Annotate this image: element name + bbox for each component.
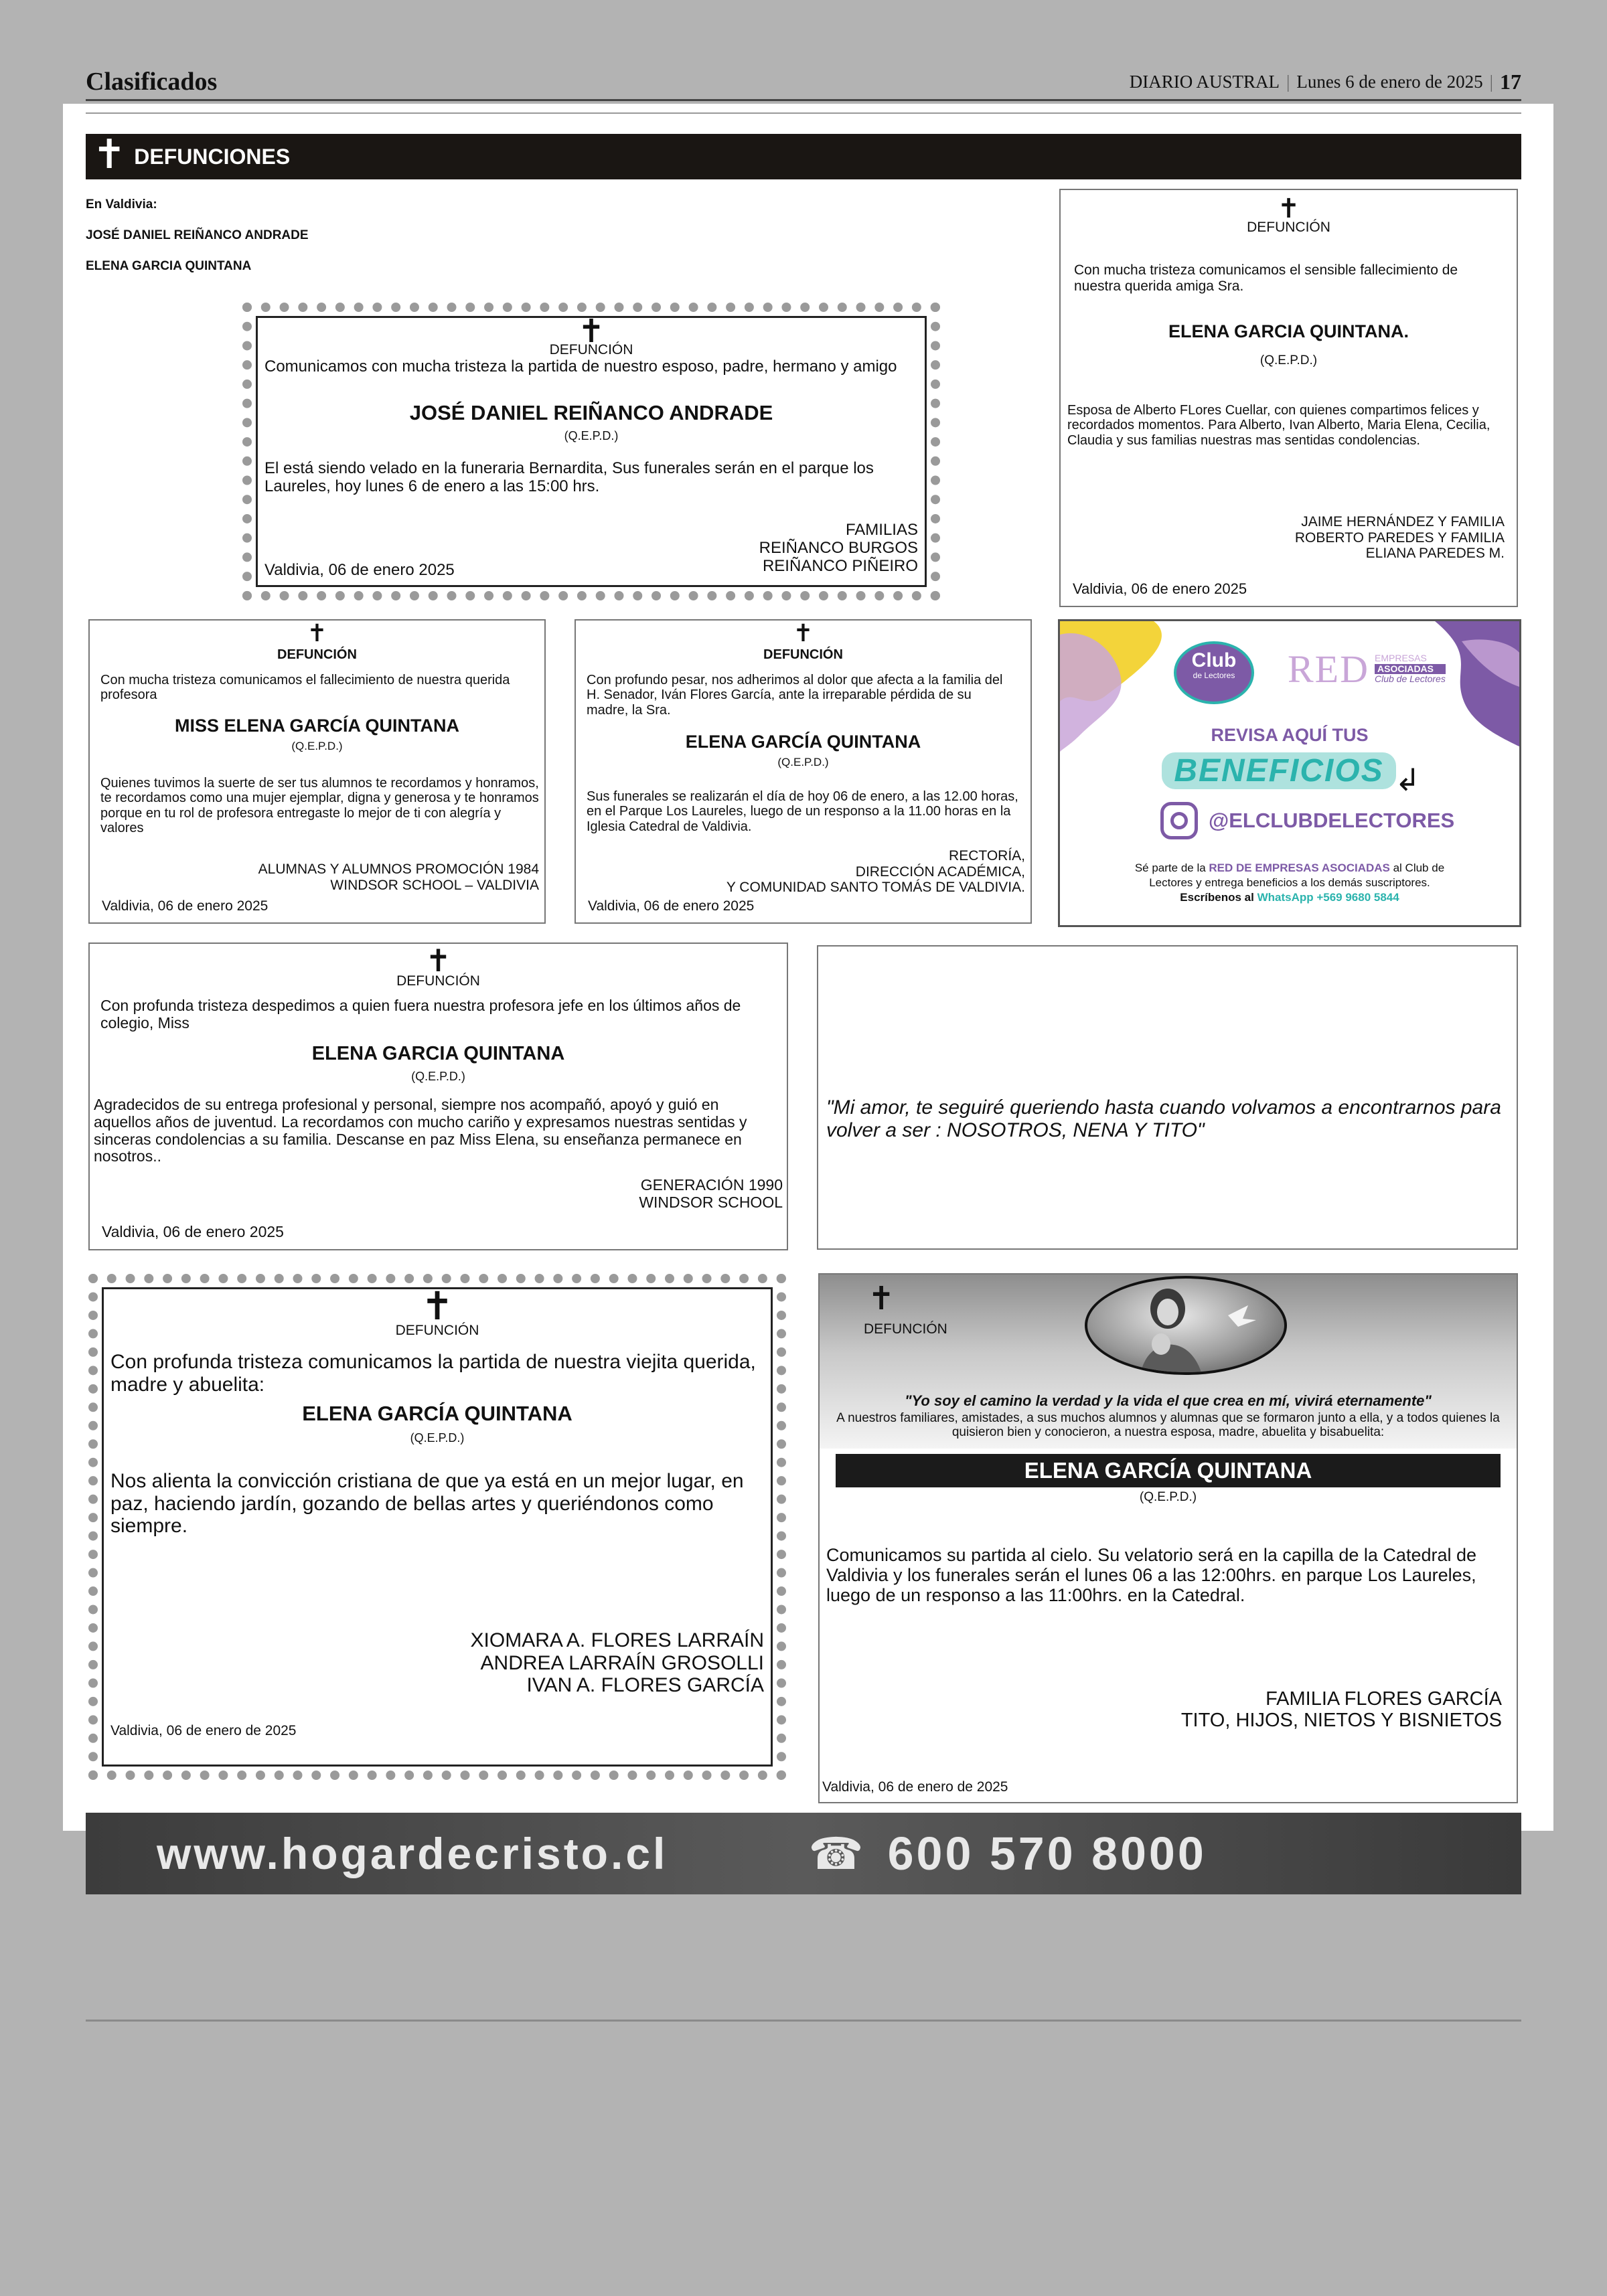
promo-line-1 xyxy=(1060,861,1519,876)
deceased-name: ELENA GARCÍA QUINTANA xyxy=(685,732,921,752)
notice-footer: Valdivia, 06 de enero 2025 xyxy=(588,898,755,914)
signature-line: WINDSOR SCHOOL – VALDIVIA xyxy=(330,877,539,893)
promo-line-1c: al Club de xyxy=(1389,862,1445,874)
signature-line: DIRECCIÓN ACADÉMICA, xyxy=(855,864,1025,880)
virgin-mary-image xyxy=(1085,1276,1287,1375)
red-logo xyxy=(1288,647,1446,691)
notice-heading: DEFUNCIÓN xyxy=(864,1321,947,1337)
notice-footer: Valdivia, 06 de enero de 2025 xyxy=(822,1779,1008,1795)
notice-intro: Con profundo pesar, nos adherimos al dolor que afecta a la familia del H. Senador, Iván Flores García, ante la irreparable pérdida de su madre, la Sra. xyxy=(587,673,1003,718)
instagram-handle: @ELCLUBDELECTORES xyxy=(1209,809,1455,832)
signature-line: XIOMARA A. FLORES LARRAÍN xyxy=(470,1629,764,1651)
header-rule xyxy=(86,99,1521,101)
cross-icon: ✝ xyxy=(1277,193,1300,224)
cross-icon: ✝ xyxy=(793,620,814,647)
phone-icon: ☎ xyxy=(808,1827,864,1880)
promo-line-3 xyxy=(1060,890,1519,905)
signature-line: IVAN A. FLORES GARCÍA xyxy=(526,1674,764,1697)
signature-line: REIÑANCO PIÑEIRO xyxy=(762,556,918,575)
signature-line: FAMILIAS xyxy=(845,521,918,539)
qepd: (Q.E.P.D.) xyxy=(1259,353,1318,367)
notice-heading: DEFUNCIÓN xyxy=(395,1323,479,1338)
section-title: Clasificados xyxy=(86,68,218,96)
death-index xyxy=(86,189,309,282)
signatures xyxy=(471,1629,764,1697)
madonna-icon xyxy=(1087,1279,1284,1372)
quote-text: "Mi amor, te seguiré queriendo hasta cuando volvamos a encontrarnos para volver a ser : NOSOTROS, NENA Y TITO" xyxy=(826,1096,1501,1141)
whatsapp-contact[interactable]: WhatsApp +569 9680 5844 xyxy=(1257,891,1399,904)
promo-line-2: Lectores y entrega beneficios a los demás suscriptores. xyxy=(1149,876,1430,890)
club-lectores-promo[interactable] xyxy=(1058,619,1521,927)
red-subtitle xyxy=(1375,653,1446,684)
bottom-rule xyxy=(86,2020,1521,2022)
notice-intro: Con profunda tristeza comunicamos la partida de nuestra viejita querida, madre y abuelita: xyxy=(110,1351,756,1396)
notice-heading: DEFUNCIÓN xyxy=(396,973,480,989)
qepd: (Q.E.P.D.) xyxy=(777,756,829,768)
notice-body: Quienes tuvimos la suerte de ser tus alumnos te recordamos y honramos, te recordamos como una mujer ejemplar, digna y generosa y te honramos porque en tu rol de profesora entregaste lo mejor de ti con alegría y valores xyxy=(100,776,539,836)
notice-intro: Con mucha tristeza comunicamos el sensible fallecimiento de nuestra querida amiga Sra. xyxy=(1074,262,1458,294)
banner-title: DEFUNCIONES xyxy=(134,144,291,169)
notice-body: Esposa de Alberto FLores Cuellar, con quienes compartimos felices y recordados momentos. Para Alberto, Ivan Alberto, Maria Elena, Cecilia, Claudia y sus familias nuestras mas sentidas condolencias. xyxy=(1067,403,1490,448)
signature-line: ELIANA PAREDES M. xyxy=(1365,546,1505,562)
bible-verse: "Yo soy el camino la verdad y la vida el que crea en mí, vivirá eternamente" xyxy=(905,1392,1432,1409)
qepd: (Q.E.P.D.) xyxy=(1139,1490,1197,1504)
index-place: En Valdivia: xyxy=(86,197,157,212)
page-number: 17 xyxy=(1500,70,1521,94)
website-url[interactable]: www.hogardecristo.cl xyxy=(157,1829,668,1878)
defunciones-banner xyxy=(86,131,1521,179)
paper-name: DIARIO AUSTRAL xyxy=(1129,72,1280,92)
instagram-row[interactable] xyxy=(1160,802,1454,839)
header-date: Lunes 6 de enero de 2025 xyxy=(1296,72,1483,92)
notice-intro: Comunicamos con mucha tristeza la partida de nuestro esposo, padre, hermano y amigo xyxy=(264,357,897,376)
qepd: (Q.E.P.D.) xyxy=(410,1431,465,1445)
deceased-name: MISS ELENA GARCÍA QUINTANA xyxy=(175,716,459,736)
notice-intro: A nuestros familiares, amistades, a sus muchos alumnos y alumnas que se formaron junto a ella, y a todos quienes la quisieron bien y conocieron, a nuestra esposa, madre, abuelita y bisabuelita: xyxy=(836,1411,1500,1440)
notice-familia-flores xyxy=(818,1273,1518,1803)
deceased-name: JOSÉ DANIEL REIÑANCO ANDRADE xyxy=(409,401,773,424)
club-label: Club xyxy=(1191,649,1237,671)
signature-line: RECTORÍA, xyxy=(949,848,1025,864)
signature-line: Y COMUNIDAD SANTO TOMÁS DE VALDIVIA. xyxy=(726,880,1025,896)
signatures xyxy=(1181,1688,1502,1732)
notice-heading: DEFUNCIÓN xyxy=(1247,220,1330,235)
notice-flores-larrain xyxy=(88,1274,786,1780)
signature-line: GENERACIÓN 1990 xyxy=(640,1176,783,1194)
notice-santo-tomas xyxy=(575,619,1032,924)
deceased-name: ELENA GARCIA QUINTANA xyxy=(311,1043,565,1064)
cross-icon: ✝ xyxy=(577,313,605,350)
notice-body: Agradecidos de su entrega profesional y personal, siempre nos acompañó, apoyó y guió en aquellos años de juventud. La recordamos con mucho cariño y expresamos nuestras sentidas y sinceras condolencias a su familia. Descanse en paz Miss Elena, su enseñanza permanece en nosotros.. xyxy=(94,1096,747,1165)
notice-amigos xyxy=(1059,189,1518,607)
deceased-name: ELENA GARCÍA QUINTANA xyxy=(302,1402,572,1425)
red-sub2: ASOCIADAS xyxy=(1375,664,1446,674)
cross-icon: ✝ xyxy=(868,1280,895,1317)
promo-footer xyxy=(1060,861,1519,905)
revisa-text: REVISA AQUÍ TUS xyxy=(1211,725,1369,745)
qepd: (Q.E.P.D.) xyxy=(291,740,343,752)
signature-line: ANDREA LARRAÍN GROSOLLI xyxy=(480,1651,764,1674)
cross-icon: ✝ xyxy=(92,131,127,178)
notice-footer: Valdivia, 06 de enero 2025 xyxy=(264,561,455,579)
signatures xyxy=(1295,514,1505,562)
signature-line: WINDSOR SCHOOL xyxy=(639,1193,783,1211)
notice-generacion-1990 xyxy=(88,942,788,1250)
quote-box xyxy=(817,945,1518,1250)
notice-footer: Valdivia, 06 de enero 2025 xyxy=(102,1223,284,1240)
phone-number[interactable]: 600 570 8000 xyxy=(887,1827,1207,1880)
signature-line: JAIME HERNÁNDEZ Y FAMILIA xyxy=(1301,514,1505,529)
index-name: ELENA GARCIA QUINTANA xyxy=(86,259,252,273)
header-info: DIARIO AUSTRAL | Lunes 6 de enero de 2025 | 17 xyxy=(1129,70,1521,94)
notice-body: Sus funerales se realizarán el día de hoy 06 de enero, a las 12.00 horas, en el Parque Los Laureles, luego de un responso a la 11.00 horas en la Iglesia Catedral de Valdivia. xyxy=(587,789,1018,834)
notice-intro: Con mucha tristeza comunicamos el fallecimiento de nuestra querida profesora xyxy=(100,673,510,703)
index-name: JOSÉ DANIEL REIÑANCO ANDRADE xyxy=(86,228,309,242)
cross-icon: ✝ xyxy=(307,620,327,647)
signature-line: ROBERTO PAREDES Y FAMILIA xyxy=(1294,529,1505,546)
notice-body: Nos alienta la convicción cristiana de que ya está en un mejor lugar, en paz, haciendo jardín, gozando de bellas artes y queriéndonos como siempre. xyxy=(110,1470,744,1538)
signature-line: TITO, HIJOS, NIETOS Y BISNIETOS xyxy=(1180,1710,1502,1732)
red-sub1: EMPRESAS xyxy=(1375,653,1427,664)
qepd: (Q.E.P.D.) xyxy=(564,429,619,442)
notice-heading: DEFUNCIÓN xyxy=(763,647,843,662)
promo-line-1a: Sé parte de la xyxy=(1134,862,1209,874)
signatures xyxy=(759,521,918,576)
notice-heading: DEFUNCIÓN xyxy=(277,647,357,662)
instagram-icon xyxy=(1160,802,1198,839)
signature-line: FAMILIA FLORES GARCÍA xyxy=(1266,1688,1502,1710)
beneficios-text: BENEFICIOS xyxy=(1162,752,1396,789)
signature-line: REIÑANCO BURGOS xyxy=(759,538,918,557)
page-rule xyxy=(86,112,1521,114)
red-title: RED xyxy=(1288,647,1369,691)
notice-promocion-1984 xyxy=(88,619,546,924)
signature-line: ALUMNAS Y ALUMNOS PROMOCIÓN 1984 xyxy=(258,862,539,877)
signatures xyxy=(639,1177,783,1212)
promo-line-3a: Escríbenos al xyxy=(1180,891,1257,904)
signatures xyxy=(258,862,539,893)
club-sub: de Lectores xyxy=(1193,671,1235,680)
arrow-icon: ↲ xyxy=(1395,762,1421,797)
deceased-name: ELENA GARCIA QUINTANA. xyxy=(1168,321,1409,341)
promo-line-1b: RED DE EMPRESAS ASOCIADAS xyxy=(1209,862,1390,874)
qepd: (Q.E.P.D.) xyxy=(411,1070,465,1083)
notice-footer: Valdivia, 06 de enero 2025 xyxy=(102,898,269,914)
notice-intro: Con profunda tristeza despedimos a quien fuera nuestra profesora jefe en los últimos años de colegio, Miss xyxy=(100,997,741,1032)
notice-body: El está siendo velado en la funeraria Bernardita, Sus funerales serán en el parque los Laureles, hoy lunes 6 de enero a las 15:00 hrs. xyxy=(264,459,874,495)
notice-heading: DEFUNCIÓN xyxy=(549,342,633,357)
red-sub3: Club de Lectores xyxy=(1375,673,1446,685)
cross-icon: ✝ xyxy=(425,942,451,979)
notice-reinanco xyxy=(242,303,940,600)
notice-footer: Valdivia, 06 de enero 2025 xyxy=(1073,580,1247,597)
signatures xyxy=(726,848,1025,896)
deceased-name: ELENA GARCÍA QUINTANA xyxy=(836,1454,1501,1487)
notice-body: Comunicamos su partida al cielo. Su velatorio será en la capilla de la Catedral de Valdivia y los funerales serán el lunes 06 a las 12:00hrs. en parque Los Laureles, luego de un responso a las 11:00hrs. en la Catedral. xyxy=(826,1545,1477,1606)
notice-footer: Valdivia, 06 de enero de 2025 xyxy=(110,1723,297,1738)
cross-icon: ✝ xyxy=(420,1283,454,1329)
hogar-de-cristo-banner[interactable] xyxy=(86,1813,1521,1894)
club-logo xyxy=(1174,641,1254,704)
